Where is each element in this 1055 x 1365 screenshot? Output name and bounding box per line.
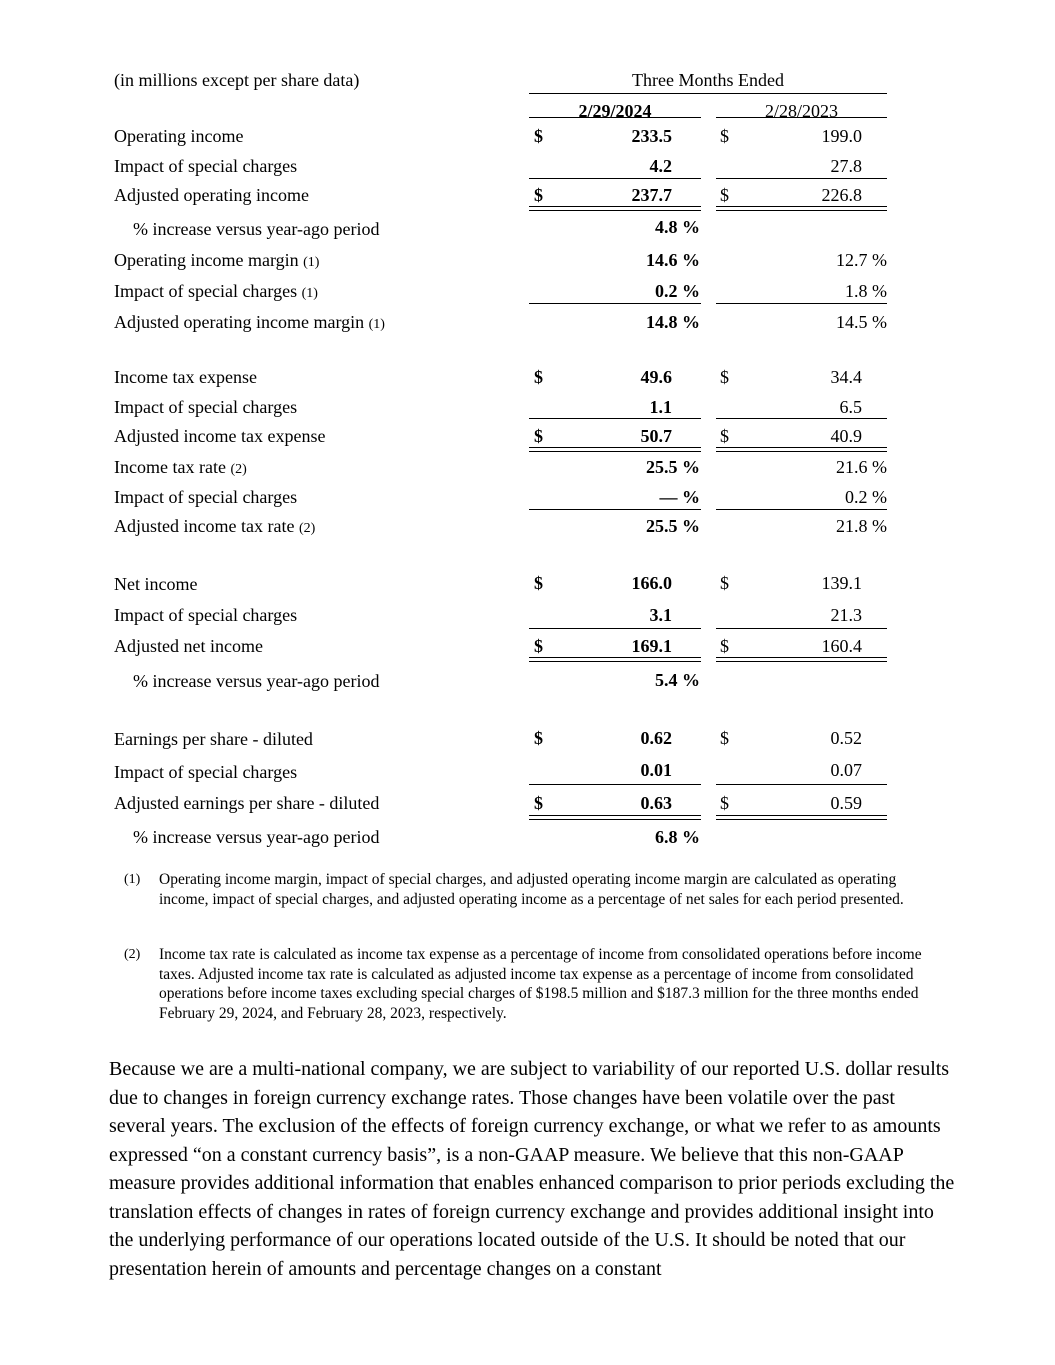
cell-operating-income-2024: 233.5 (631, 126, 672, 146)
row-label-eps-special: Impact of special charges (114, 762, 298, 782)
subtotal-rule (529, 784, 701, 785)
currency-symbol: $ (720, 426, 729, 446)
cell-net-income-2024: 166.0 (631, 573, 672, 593)
row-label-adj-op-margin-text: Adjusted operating income margin (114, 312, 365, 332)
row-label-eps-increase: % increase versus year-ago period (133, 827, 380, 847)
total-double-rule (716, 815, 887, 820)
cell-op-margin-special-2023: 1.8 % (845, 281, 887, 301)
cell-adj-net-income-2024: 169.1 (631, 636, 672, 656)
col2-header-underline (716, 117, 887, 118)
cell-op-margin-2024: 14.6 % (646, 250, 700, 270)
subtotal-rule (529, 303, 701, 304)
currency-symbol: $ (720, 728, 729, 748)
footnote-ref: (2) (298, 521, 316, 536)
total-double-rule (716, 657, 887, 662)
units-label: (in millions except per share data) (114, 70, 360, 90)
cell-adj-eps-2024: 0.63 (640, 793, 672, 813)
row-label-tax-rate-special: Impact of special charges (114, 487, 298, 507)
cell-eps-2024: 0.62 (640, 728, 672, 748)
cell-tax-rate-special-2023: 0.2 % (845, 487, 887, 507)
footnote-number: (1) (124, 872, 141, 887)
cell-op-special-2024: 4.2 (649, 156, 672, 176)
footnote-ref: (1) (301, 286, 318, 301)
period-underline (529, 93, 887, 94)
cell-tax-rate-special-2024: — % (659, 487, 700, 507)
cell-net-increase-2024: 5.4 % (655, 670, 700, 690)
currency-symbol: $ (720, 636, 729, 656)
row-label-op-increase: % increase versus year-ago period (133, 219, 380, 239)
cell-eps-special-2023: 0.07 (830, 760, 862, 780)
subtotal-rule (529, 509, 701, 510)
cell-eps-2023: 0.52 (830, 728, 862, 748)
subtotal-rule (529, 178, 701, 179)
cell-operating-income-2023: 199.0 (821, 126, 862, 146)
row-label-net-increase: % increase versus year-ago period (133, 671, 380, 691)
subtotal-rule (716, 628, 887, 629)
currency-symbol: $ (534, 728, 543, 748)
cell-adj-tax-rate-2023: 21.8 % (836, 516, 887, 536)
footnote-text: Operating income margin, impact of special charges, and adjusted operating income margin are calculated as operating income, impact of special charges, and adjusted operating income as a percentage of net sales for each period presented. (159, 871, 904, 908)
total-double-rule (529, 657, 701, 662)
footnote-ref: (1) (368, 317, 385, 332)
currency-symbol: $ (720, 126, 729, 146)
period-label: Three Months Ended (632, 70, 784, 90)
cell-adj-op-margin-2024: 14.8 % (646, 312, 700, 332)
currency-symbol: $ (534, 573, 543, 593)
cell-eps-special-2024: 0.01 (640, 760, 672, 780)
cell-eps-increase-2024: 6.8 % (655, 827, 700, 847)
currency-symbol: $ (534, 426, 543, 446)
row-label-op-margin-special (114, 281, 318, 304)
cell-op-margin-2023: 12.7 % (836, 250, 887, 270)
cell-tax-rate-2024: 25.5 % (646, 457, 700, 477)
cell-op-special-2023: 27.8 (830, 156, 862, 176)
cell-net-special-2023: 21.3 (830, 605, 862, 625)
row-label-tax-rate (114, 457, 247, 480)
cell-adj-net-income-2023: 160.4 (821, 636, 862, 656)
currency-symbol: $ (534, 126, 543, 146)
row-label-tax-rate-text: Income tax rate (114, 457, 226, 477)
cell-net-income-2023: 139.1 (821, 573, 862, 593)
cell-adj-eps-2023: 0.59 (830, 793, 862, 813)
currency-symbol: $ (534, 793, 543, 813)
total-double-rule (529, 447, 701, 452)
row-label-adj-tax-rate-text: Adjusted income tax rate (114, 516, 295, 536)
cell-net-special-2024: 3.1 (649, 605, 672, 625)
row-label-op-margin-text: Operating income margin (114, 250, 299, 270)
cell-adj-op-income-2024: 237.7 (631, 185, 672, 205)
footnote-ref: (2) (230, 462, 247, 477)
total-double-rule (716, 447, 887, 452)
subtotal-rule (529, 418, 701, 419)
row-label-adj-tax-rate (114, 516, 315, 539)
row-label-adjusted-operating-income: Adjusted operating income (114, 185, 309, 205)
cell-tax-special-2024: 1.1 (649, 397, 672, 417)
row-label-net-special: Impact of special charges (114, 605, 298, 625)
row-label-operating-income: Operating income (114, 126, 244, 146)
row-label-op-margin (114, 250, 319, 273)
subtotal-rule (529, 628, 701, 629)
cell-adj-tax-expense-2023: 40.9 (830, 426, 862, 446)
cell-adj-tax-rate-2024: 25.5 % (646, 516, 700, 536)
currency-symbol: $ (720, 367, 729, 387)
row-label-adj-tax-expense: Adjusted income tax expense (114, 426, 326, 446)
body-paragraph: Because we are a multi-national company, we are subject to variability of our reported U.S. dollar results due to changes in foreign currency exchange rates. Those changes have been volatile over the past several years. The exclusion of the effects of foreign currency exchange, or what we refer to as amounts expressed “on a constant currency basis”, is a non-GAAP measure. We believe that this non-GAAP measure provides additional information that enables enhanced comparison to prior periods excluding the translation effects of changes in rates of foreign currency exchange and provides additional insight into the underlying performance of our operations located outside of the U.S. It should be noted that our presentation herein of amounts and percentage changes on a constant (109, 1058, 955, 1280)
subtotal-rule (716, 303, 887, 304)
col2-header: 2/28/2023 (764, 101, 838, 121)
row-label-adj-eps: Adjusted earnings per share - diluted (114, 793, 380, 813)
currency-symbol: $ (720, 185, 729, 205)
currency-symbol: $ (720, 793, 729, 813)
currency-symbol: $ (720, 573, 729, 593)
row-label-income-tax-expense: Income tax expense (114, 367, 257, 387)
total-double-rule (716, 206, 887, 211)
footnote-ref: (1) (303, 255, 320, 270)
row-label-op-margin-special-text: Impact of special charges (114, 281, 298, 301)
subtotal-rule (716, 418, 887, 419)
footnote-number: (2) (124, 947, 141, 962)
footnote-text: Income tax rate is calculated as income tax expense as a percentage of income from consolidated operations before income taxes. Adjusted income tax rate is calculated as adjusted income tax expense as a percentage of income from consolidated operations before income taxes excluding special charges of $198.5 million and $187.3 million for the three months ended February 29, 2024, and February 28, 2023, respectively. (159, 946, 922, 1022)
row-label-eps: Earnings per share - diluted (114, 729, 313, 749)
currency-symbol: $ (534, 367, 543, 387)
cell-op-increase-2024: 4.8 % (655, 217, 700, 237)
row-label-tax-special: Impact of special charges (114, 397, 298, 417)
cell-tax-special-2023: 6.5 (839, 397, 862, 417)
col1-header: 2/29/2024 (578, 101, 652, 121)
cell-tax-expense-2023: 34.4 (830, 367, 862, 387)
row-label-op-special-charges: Impact of special charges (114, 156, 298, 176)
subtotal-rule (716, 178, 887, 179)
subtotal-rule (716, 509, 887, 510)
row-label-net-income: Net income (114, 574, 198, 594)
subtotal-rule (716, 784, 887, 785)
col1-header-underline (529, 117, 701, 118)
cell-op-margin-special-2024: 0.2 % (655, 281, 700, 301)
total-double-rule (529, 206, 701, 211)
cell-tax-expense-2024: 49.6 (640, 367, 672, 387)
cell-adj-op-income-2023: 226.8 (821, 185, 862, 205)
total-double-rule (529, 815, 701, 820)
currency-symbol: $ (534, 636, 543, 656)
cell-tax-rate-2023: 21.6 % (836, 457, 887, 477)
row-label-adj-net-income: Adjusted net income (114, 636, 263, 656)
cell-adj-tax-expense-2024: 50.7 (640, 426, 672, 446)
currency-symbol: $ (534, 185, 543, 205)
cell-adj-op-margin-2023: 14.5 % (836, 312, 887, 332)
row-label-adj-op-margin (114, 312, 385, 335)
